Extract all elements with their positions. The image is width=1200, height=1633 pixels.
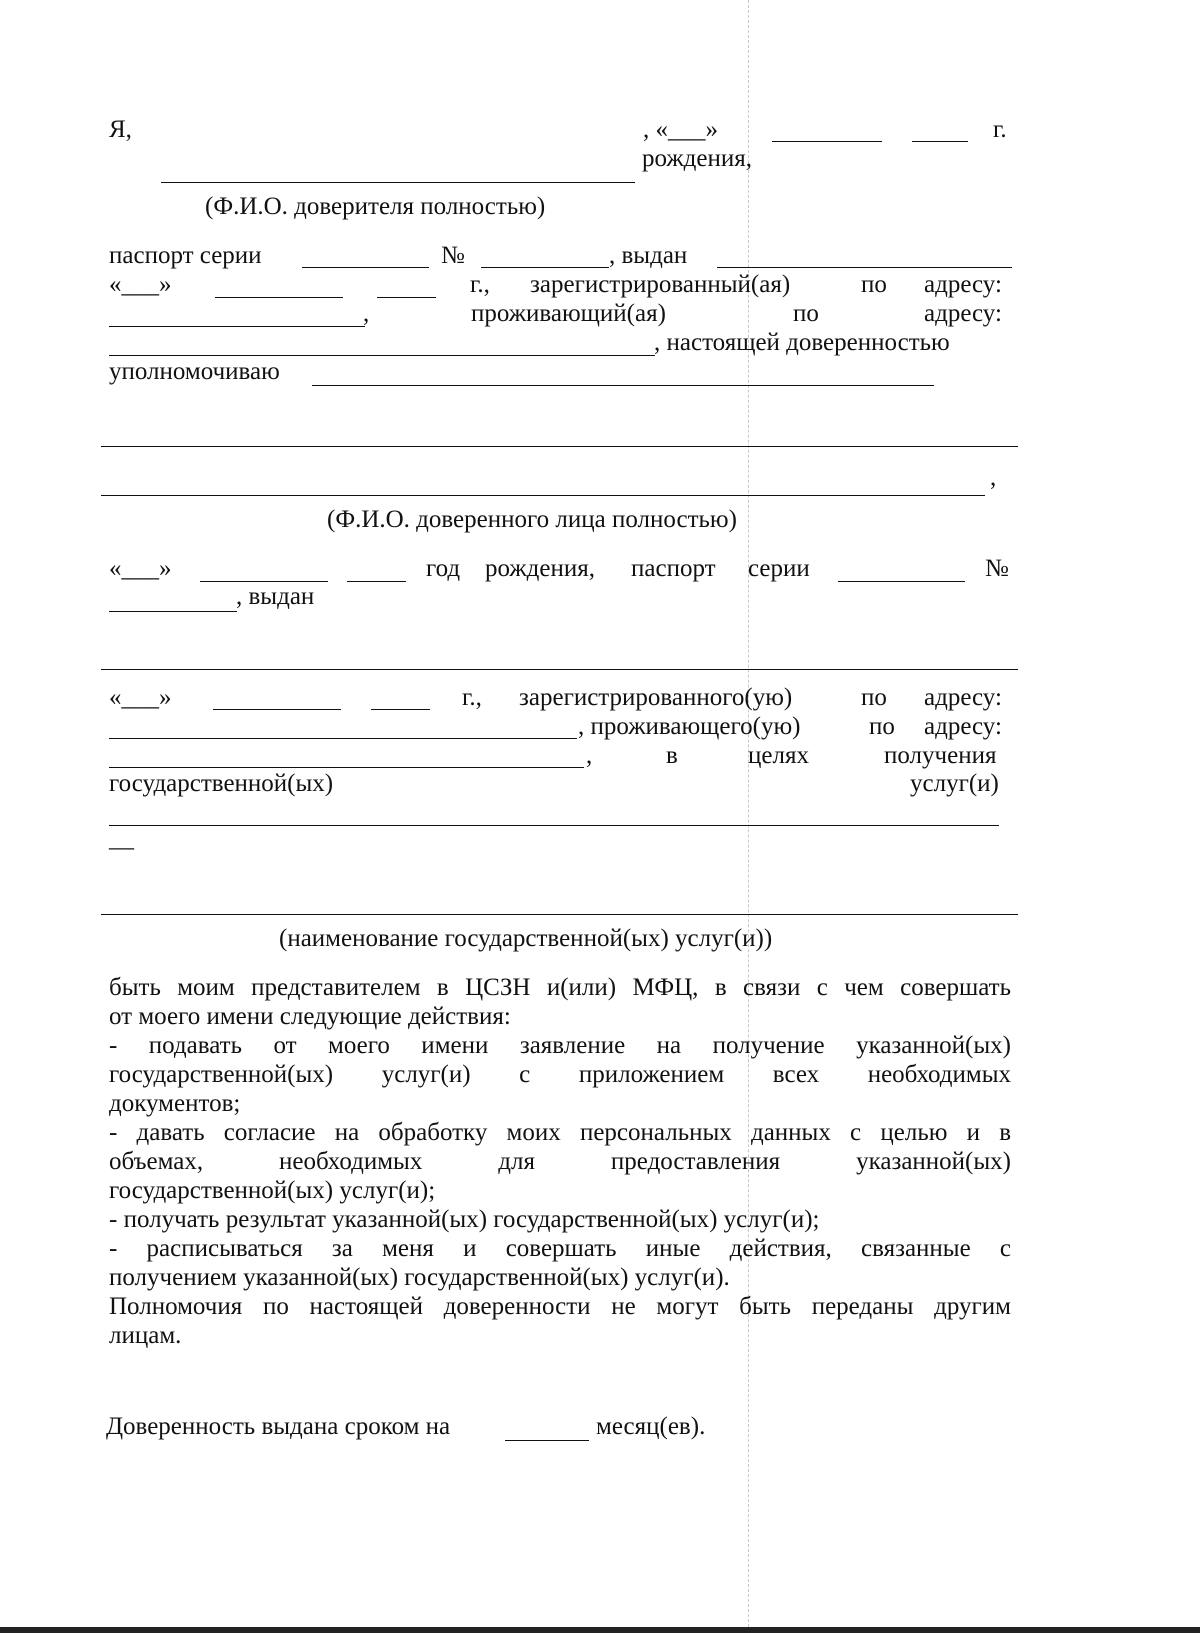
scan-fold-line [748, 0, 749, 1627]
address-label-1: адресу: [924, 271, 1002, 298]
agent-caption: (Ф.И.О. доверенного лица полностью) [327, 506, 737, 533]
purpose-goals-label: целях [748, 742, 809, 769]
services-name-line-2[interactable] [101, 914, 1018, 915]
agent-issue-quote: «___» [109, 684, 172, 711]
agent-comma: , [990, 464, 997, 491]
residing-label: проживающий(ая) [471, 300, 666, 327]
agent-birth-label: рождения, [485, 555, 595, 582]
issue-date-year-line[interactable] [377, 297, 436, 298]
year-suffix: г. [993, 116, 1007, 143]
principal-date-year-line[interactable] [912, 141, 968, 142]
agent-passport-label: паспорт [631, 555, 716, 582]
purpose-in-label: в [666, 742, 678, 769]
purpose-receive-label: получения [884, 742, 997, 769]
hereby-label: , настоящей доверенностью [654, 329, 950, 356]
agent-series-line[interactable] [838, 581, 965, 582]
agent-issue-year-suffix: г., [462, 684, 482, 711]
issue-date-quote: «___» [109, 271, 172, 298]
issue-date-month-line[interactable] [215, 297, 343, 298]
services-dash: — [109, 834, 134, 861]
principal-date-month-line[interactable] [772, 141, 882, 142]
comma-1: , [363, 300, 370, 327]
services-name-line-1[interactable] [109, 825, 999, 826]
agent-passport-number-line[interactable] [109, 611, 237, 612]
principal-caption: (Ф.И.О. доверителя полностью) [205, 193, 546, 220]
registered-label: зарегистрированный(ая) [530, 271, 791, 298]
agent-issued-by-line[interactable] [101, 669, 1018, 670]
body-line: - давать согласие на обработку моих персональных данных с целью и в [109, 1119, 1011, 1146]
body-line: получением указанной(ых) государственной(ых) услуг(и). [109, 1264, 730, 1291]
agent-registered-label: зарегистрированного(ую) [519, 684, 793, 711]
agent-po-label-2: по [869, 713, 895, 740]
body-line: государственной(ых) услуг(и); [109, 1177, 436, 1204]
body-line: документов; [109, 1090, 241, 1117]
principal-name-line[interactable] [161, 182, 635, 183]
passport-number-label: № [441, 242, 465, 269]
address-label-2: адресу: [924, 300, 1002, 327]
po-label-2: по [793, 300, 819, 327]
agent-name-line-2[interactable] [101, 495, 985, 496]
registration-address-line[interactable] [109, 326, 365, 327]
body-line: от моего имени следующие действия: [109, 1003, 511, 1030]
body-line: объемах, необходимых для предоставления указанной(ых) [109, 1148, 1011, 1175]
agent-name-line-1[interactable] [101, 446, 1018, 447]
agent-year-label: год [426, 555, 461, 582]
issued-by-line[interactable] [717, 267, 1012, 268]
authorize-label: уполномочиваю [109, 358, 280, 385]
passport-series-line[interactable] [302, 267, 429, 268]
agent-address-label-1: адресу: [924, 684, 1002, 711]
agent-registration-line[interactable] [109, 738, 577, 739]
principal-ya: Я, [109, 116, 132, 143]
agent-issued-label: , выдан [236, 583, 315, 610]
services-caption: (наименование государственной(ых) услуг(и)) [279, 925, 773, 952]
residence-address-line[interactable] [109, 355, 655, 356]
issued-label: , выдан [609, 242, 688, 269]
agent-comma-2: , [586, 742, 593, 769]
agent-residence-line[interactable] [109, 767, 584, 768]
services-label: услуг(и) [910, 770, 999, 797]
passport-number-line[interactable] [481, 267, 609, 268]
agent-po-label-1: по [861, 684, 887, 711]
body-line: быть моим представителем в ЦСЗН и(или) МФЦ, в связи с чем совершать [109, 974, 1011, 1001]
agent-series-label: серии [748, 555, 810, 582]
agent-number-label: № [985, 555, 1009, 582]
po-label-1: по [861, 271, 887, 298]
powers-paragraph [109, 973, 1011, 1350]
agent-birth-year-line[interactable] [347, 581, 406, 582]
state-services-label: государственной(ых) [109, 770, 334, 797]
body-line: - получать результат указанной(ых) государственной(ых) услуг(и); [109, 1206, 820, 1233]
scan-bottom-edge [0, 1627, 1200, 1633]
authorize-line[interactable] [312, 385, 934, 386]
term-prefix: Доверенность выдана сроком на [106, 1413, 451, 1440]
body-line: государственной(ых) услуг(и) с приложением всех необходимых [109, 1061, 1011, 1088]
agent-issue-month-line[interactable] [213, 709, 341, 710]
passport-series-label: паспорт серии [109, 242, 262, 269]
term-months-line[interactable] [505, 1440, 589, 1441]
agent-issue-year-line[interactable] [371, 709, 430, 710]
agent-birth-quote: «___» [109, 555, 172, 582]
agent-address-label-2: адресу: [924, 713, 1002, 740]
agent-residing-label: , проживающего(ую) [578, 713, 801, 740]
body-line: - подавать от моего имени заявление на получение указанной(ых) [109, 1032, 1011, 1059]
body-line: лицам. [109, 1322, 182, 1349]
birth-date-quote: , «___» [643, 116, 718, 143]
issue-year-suffix: г., [470, 271, 490, 298]
term-suffix: месяц(ев). [596, 1413, 706, 1440]
body-line: Полномочия по настоящей доверенности не могут быть переданы другим [109, 1293, 1011, 1320]
birth-label: рождения, [642, 145, 752, 172]
body-line: - расписываться за меня и совершать иные действия, связанные с [109, 1235, 1011, 1262]
